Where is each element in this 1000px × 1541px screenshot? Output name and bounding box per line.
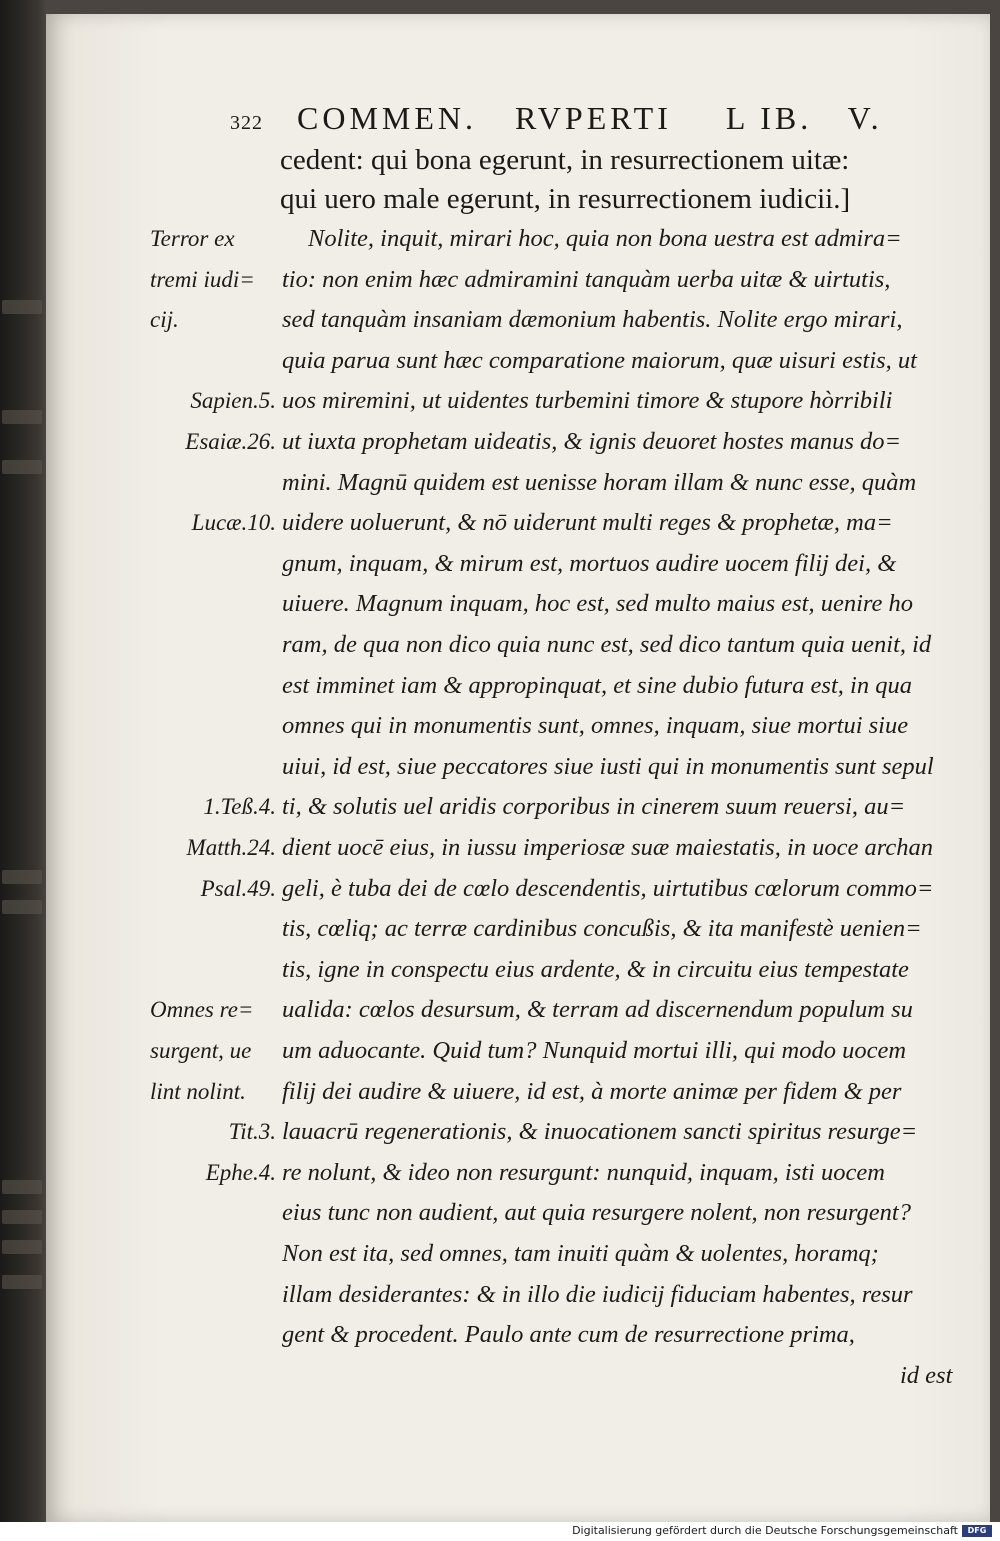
adjacent-page-edge xyxy=(0,0,48,1541)
page-number: 322 xyxy=(230,112,263,134)
running-head-part: RVPERTI xyxy=(515,100,672,136)
body-line: ram, de qua non dico quia nunc est, sed dico tantum quia uenit, id xyxy=(282,631,932,658)
body-line: geli, è tuba dei de cœlo descendentis, uirtutibus cœlorum commo= xyxy=(282,874,934,902)
body-line: ualida: cœlos desursum, & terram ad discernendum populum su xyxy=(282,996,913,1024)
body-line: mini. Magnū quidem est uenisse horam illam & nunc esse, quàm xyxy=(282,468,917,496)
margin-note: Matth.24. xyxy=(186,835,276,860)
body-line: filij dei audire & uiuere, id est, à morte animæ per fidem & per xyxy=(282,1077,902,1105)
body-line: uidere uoluerunt, & nō uiderunt multi reges & prophetæ, ma= xyxy=(282,509,893,537)
body-line: uiui, id est, siue peccatores siue iusti qui in monumentis sunt sepul xyxy=(282,752,934,780)
body-line: gnum, inquam, & mirum est, mortuos audire uocem filij dei, & xyxy=(282,549,897,577)
body-line: eius tunc non audient, aut quia resurgere nolent, non resurgent? xyxy=(282,1199,911,1227)
margin-note: Ephe.4. xyxy=(205,1159,276,1185)
body-line: lauacrū regenerationis, & inuocationem sancti spiritus resurge= xyxy=(282,1118,918,1146)
margin-note: tremi iudi= xyxy=(150,266,255,292)
body-line: est imminet iam & appropinquat, et sine dubio futura est, in qua xyxy=(282,671,912,699)
margin-note: Esaiæ.26. xyxy=(185,429,276,454)
body-line: ut iuxta prophetam uideatis, & ignis deuoret hostes manus do= xyxy=(282,428,902,455)
dfg-logo: DFG xyxy=(962,1525,992,1537)
body-line: illam desiderantes: & in illo die iudicij fiduciam habentes, resur xyxy=(282,1280,913,1308)
body-line: gent & procedent. Paulo ante cum de resurrectione prima, xyxy=(282,1321,855,1349)
margin-note: Lucæ.10. xyxy=(191,510,276,536)
body-line: omnes qui in monumentis sunt, omnes, inquam, siue mortui siue xyxy=(282,712,909,740)
body-line: uiuere. Magnum inquam, hoc est, sed multo maius est, uenire ho xyxy=(282,590,914,618)
scripture-line: cedent: qui bona egerunt, in resurrectionem uitæ: xyxy=(280,144,850,176)
body-line: dient uocē eius, in iussu imperiosæ suæ maiestatis, in uoce archan xyxy=(282,834,934,861)
body-line: tis, cœliq; ac terræ cardinibus concußis, & ita manifestè uenien= xyxy=(282,915,922,943)
margin-note: Terror ex xyxy=(150,226,235,251)
body-line: um aduocante. Quid tum? Nunquid mortui illi, qui modo uocem xyxy=(282,1037,907,1064)
running-head-part: V. xyxy=(847,100,883,136)
body-line: Nolite, inquit, mirari hoc, quia non bona uestra est admira= xyxy=(308,225,902,252)
running-head xyxy=(230,100,970,140)
body-line: quia parua sunt hæc comparatione maiorum, quæ uisuri estis, ut xyxy=(282,346,917,374)
body-line: ti, & solutis uel aridis corporibus in cinerem suum reuersi, au= xyxy=(282,793,906,821)
body-line: Non est ita, sed omnes, tam inuiti quàm & uolentes, horamq; xyxy=(282,1240,879,1267)
margin-note: Sapien.5. xyxy=(190,388,276,414)
margin-note: Omnes re= xyxy=(150,997,254,1023)
margin-note: Psal.49. xyxy=(200,875,276,901)
body-line: id est xyxy=(900,1361,953,1389)
scripture-line: qui uero male egerunt, in resurrectionem iudicii.] xyxy=(280,183,851,215)
margin-note: Tit.3. xyxy=(228,1119,276,1145)
body-line: re nolunt, & ideo non resurgunt: nunquid, inquam, isti uocem xyxy=(282,1158,885,1186)
body-line: sed tanquàm insaniam dæmonium habentis. Nolite ergo mirari, xyxy=(282,306,903,334)
body-line: uos miremini, ut uidentes turbemini timore & stupore hòrribili xyxy=(282,387,893,415)
margin-note: cij. xyxy=(150,307,179,333)
margin-note: 1.Teß.4. xyxy=(203,794,276,820)
margin-note: lint nolint. xyxy=(150,1078,246,1104)
footer-credit: Digitalisierung gefördert durch die Deutsche Forschungsgemeinschaft xyxy=(572,1524,958,1537)
body-line: tis, igne in conspectu eius ardente, & in circuitu eius tempestate xyxy=(282,955,909,983)
running-head-part: L IB. xyxy=(725,100,813,136)
running-head-part: COMMEN. xyxy=(297,100,478,136)
margin-note: surgent, ue xyxy=(150,1038,252,1063)
body-line: tio: non enim hæc admiramini tanquàm uerba uitæ & uirtutis, xyxy=(282,265,891,293)
